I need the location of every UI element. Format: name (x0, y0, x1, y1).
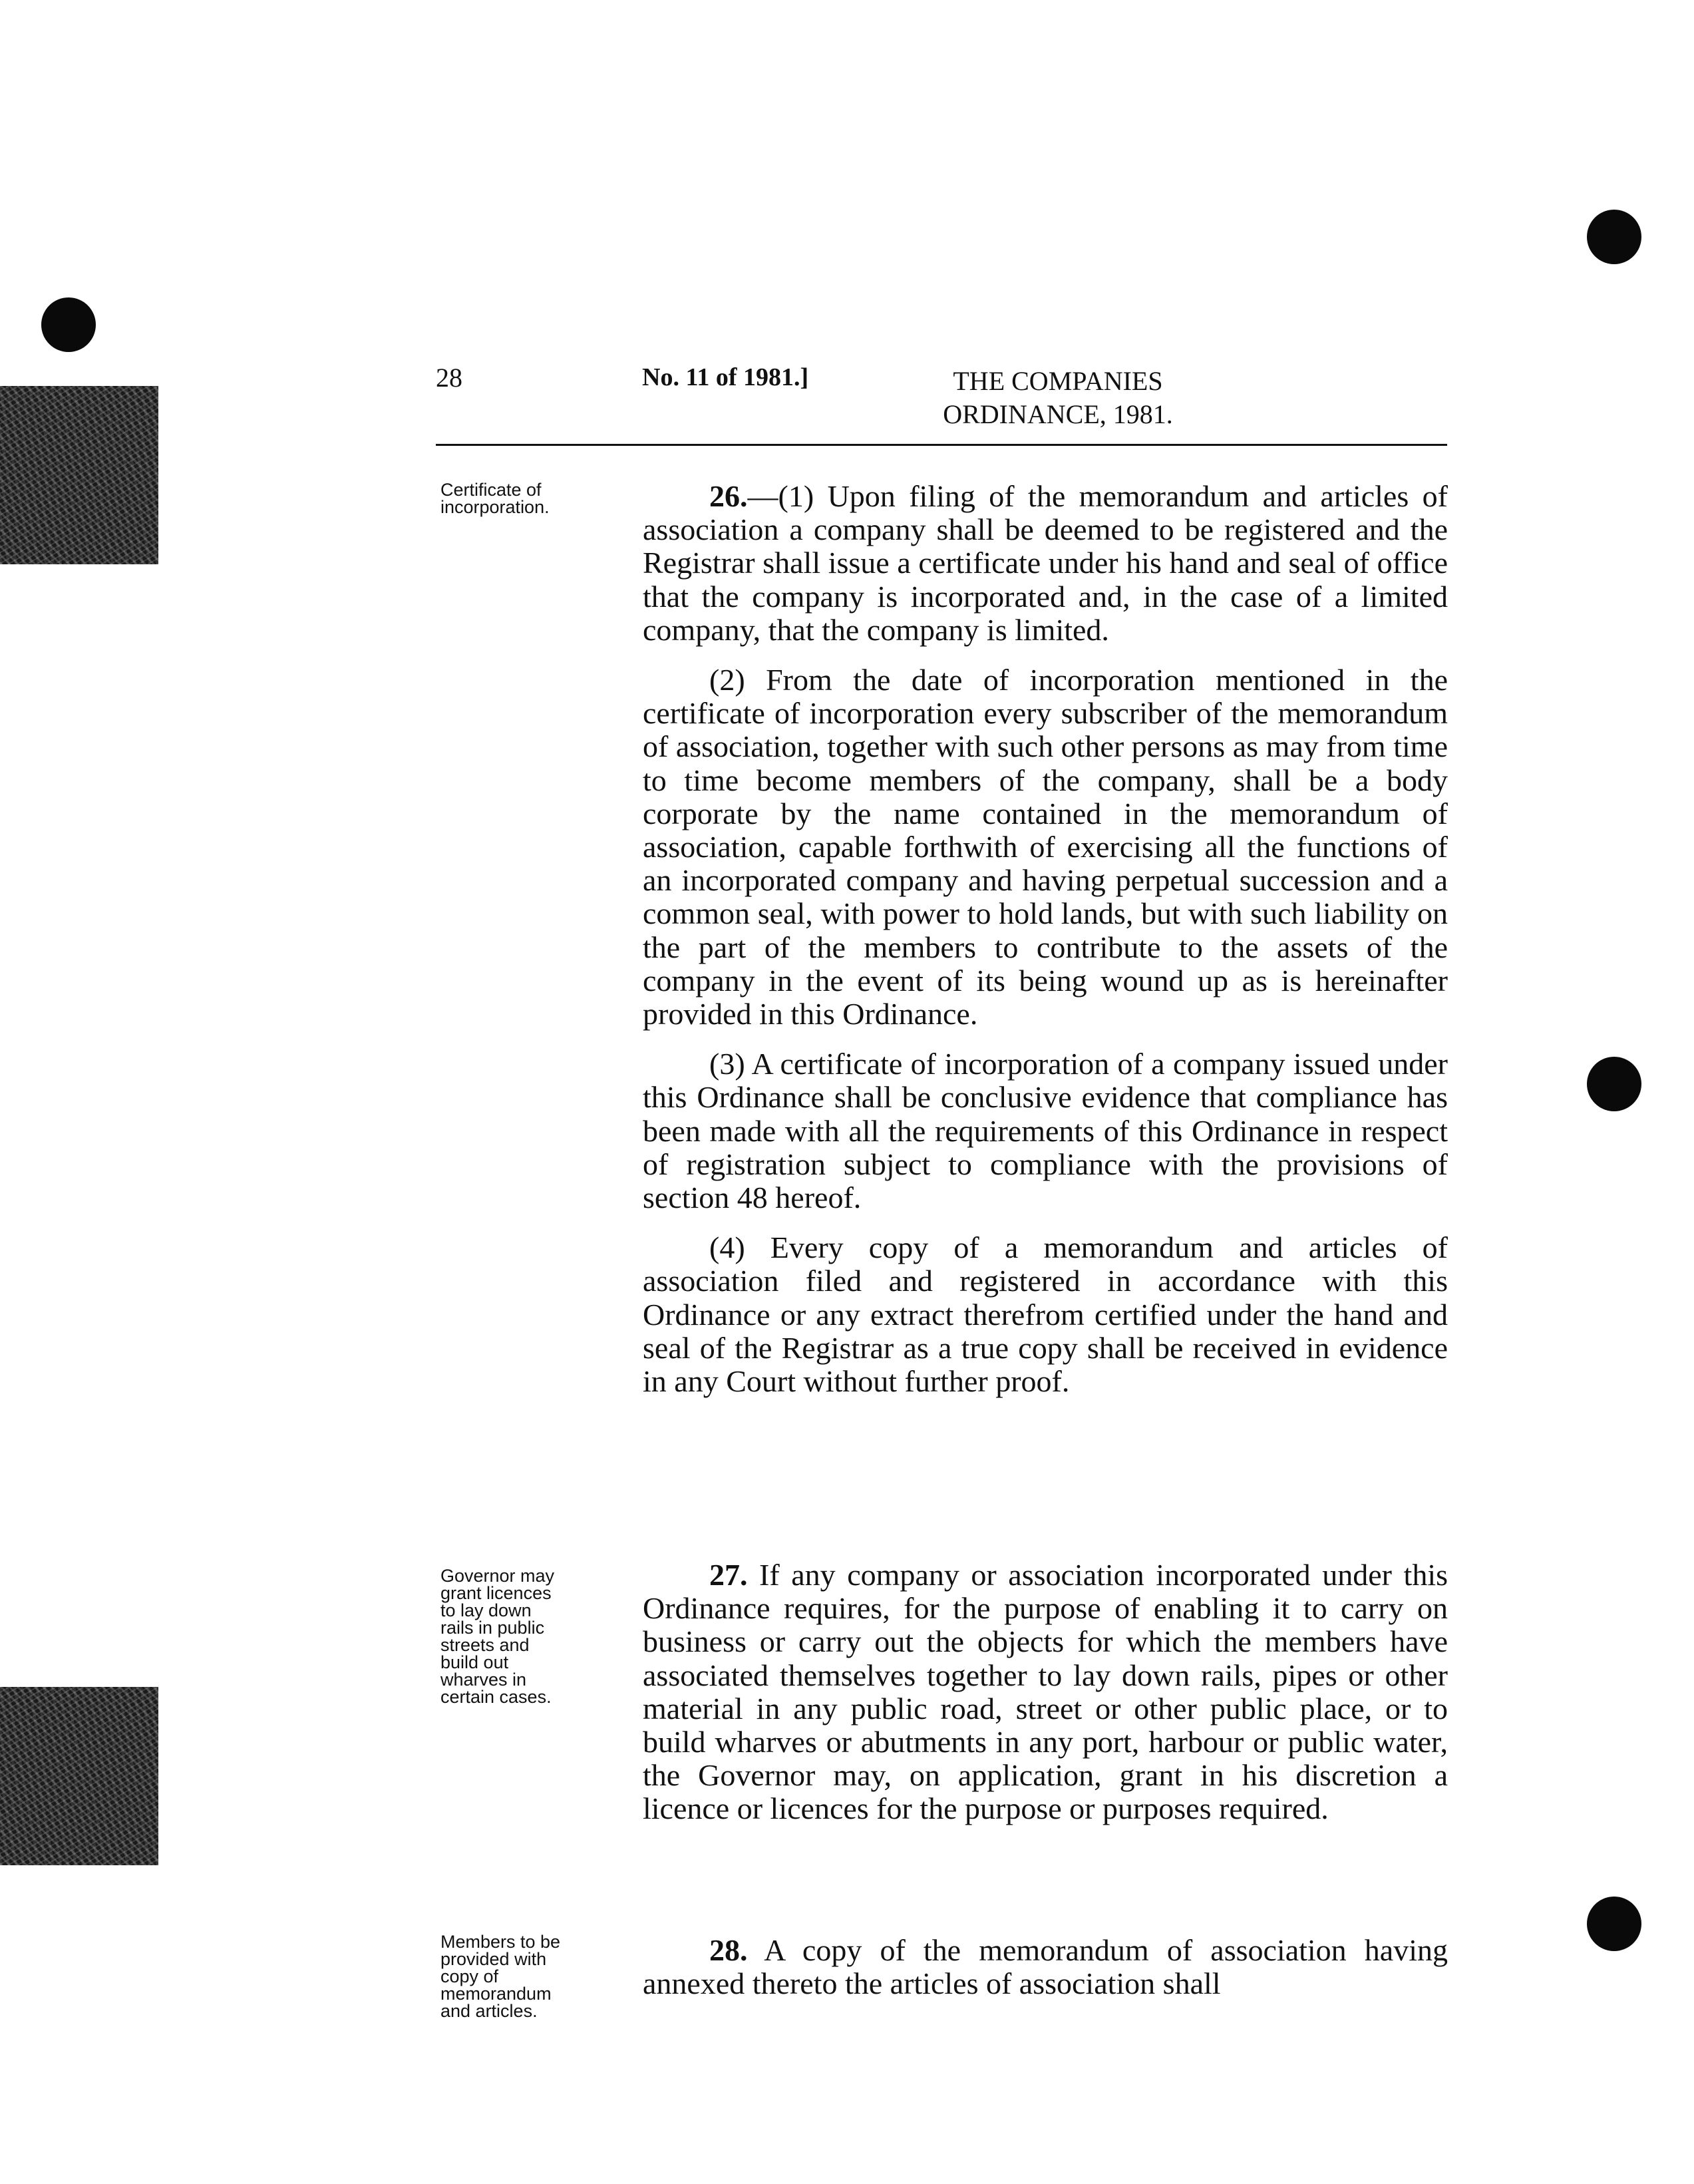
section-27-body: If any company or association incorporated under this Ordinance requires, for the purpose of enabling it to carry on business or carry out the objects for which the members have associated themselves together to lay down rails, pipes or other material in any public road, street or other public place, or to build wharves or abutments in any port, harbour or public water, the Governor may, on application, grant in his discretion a licence or licences for the purpose or purposes required. (643, 1558, 1448, 1826)
scan-artifact-bottom (0, 1687, 158, 1865)
section-28-body: A copy of the memorandum of association having annexed thereto the articles of association shall (643, 1933, 1448, 2001)
header-rule (436, 444, 1447, 446)
section-number: 27. (709, 1558, 748, 1592)
act-title-line-2: ORDINANCE, 1981. (943, 399, 1173, 429)
binder-hole-right-top (1587, 210, 1641, 264)
binder-hole-right-middle (1587, 1057, 1641, 1111)
section-number: 26. (709, 479, 748, 513)
section-26-subsection-1-text: —(1) Upon filing of the memorandum and articles of association a company shall be deemed to be registered and the Registrar shall issue a certificate under his hand and seal of office that the company is incorporated and, in the case of a limited company, that the company is limited. (643, 479, 1448, 647)
section-number: 28. (709, 1933, 748, 1967)
section-26-subsection-2: (2) From the date of incorporation mentioned in the certificate of incorporation every subscriber of the memorandum of association, together with such other persons as may from time to time become members of the company, shall be a body corporate by the name contained in the memorandum of association, capable forthwith of exercising all the functions of an incorporated company and having perpetual succession and a common seal, with power to hold lands, but with such liability on the part of the members to contribute to the assets of the company in the event of its being wound up as is hereinafter provided in this Ordinance. (643, 663, 1448, 1031)
act-number: No. 11 of 1981.] (642, 363, 809, 391)
margin-note-section-28: Members to be provided with copy of memorandum and articles. (440, 1932, 561, 2021)
section-26 (643, 480, 1448, 1398)
section-27-text (643, 1558, 1448, 1826)
section-28-text (643, 1934, 1448, 2000)
section-26-subsection-4: (4) Every copy of a memorandum and articles of association filed and registered in accordance with this Ordinance or any extract therefrom certified under the hand and seal of the Registrar as a true copy shall be received in evidence in any Court without further proof. (643, 1230, 1448, 1399)
scan-artifact-top (0, 386, 158, 564)
page-number: 28 (436, 363, 462, 393)
act-title (902, 365, 1214, 431)
section-27 (643, 1558, 1448, 1826)
act-title-line-1: THE COMPANIES (953, 366, 1163, 396)
margin-note-section-26: Certificate of incorporation. (440, 480, 550, 517)
binder-hole-left (41, 297, 96, 352)
section-26-subsection-1 (643, 480, 1448, 647)
section-26-subsection-3: (3) A certificate of incorporation of a company issued under this Ordinance shall be conclusive evidence that compliance has been made with all the requirements of this Ordinance in respect of registration subject to compliance with the provisions of section 48 hereof. (643, 1047, 1448, 1215)
binder-hole-right-bottom (1587, 1897, 1641, 1951)
margin-note-section-27: Governor may grant licences to lay down rails in public streets and build out wharves in certain cases. (440, 1566, 555, 1707)
section-28 (643, 1934, 1448, 2000)
